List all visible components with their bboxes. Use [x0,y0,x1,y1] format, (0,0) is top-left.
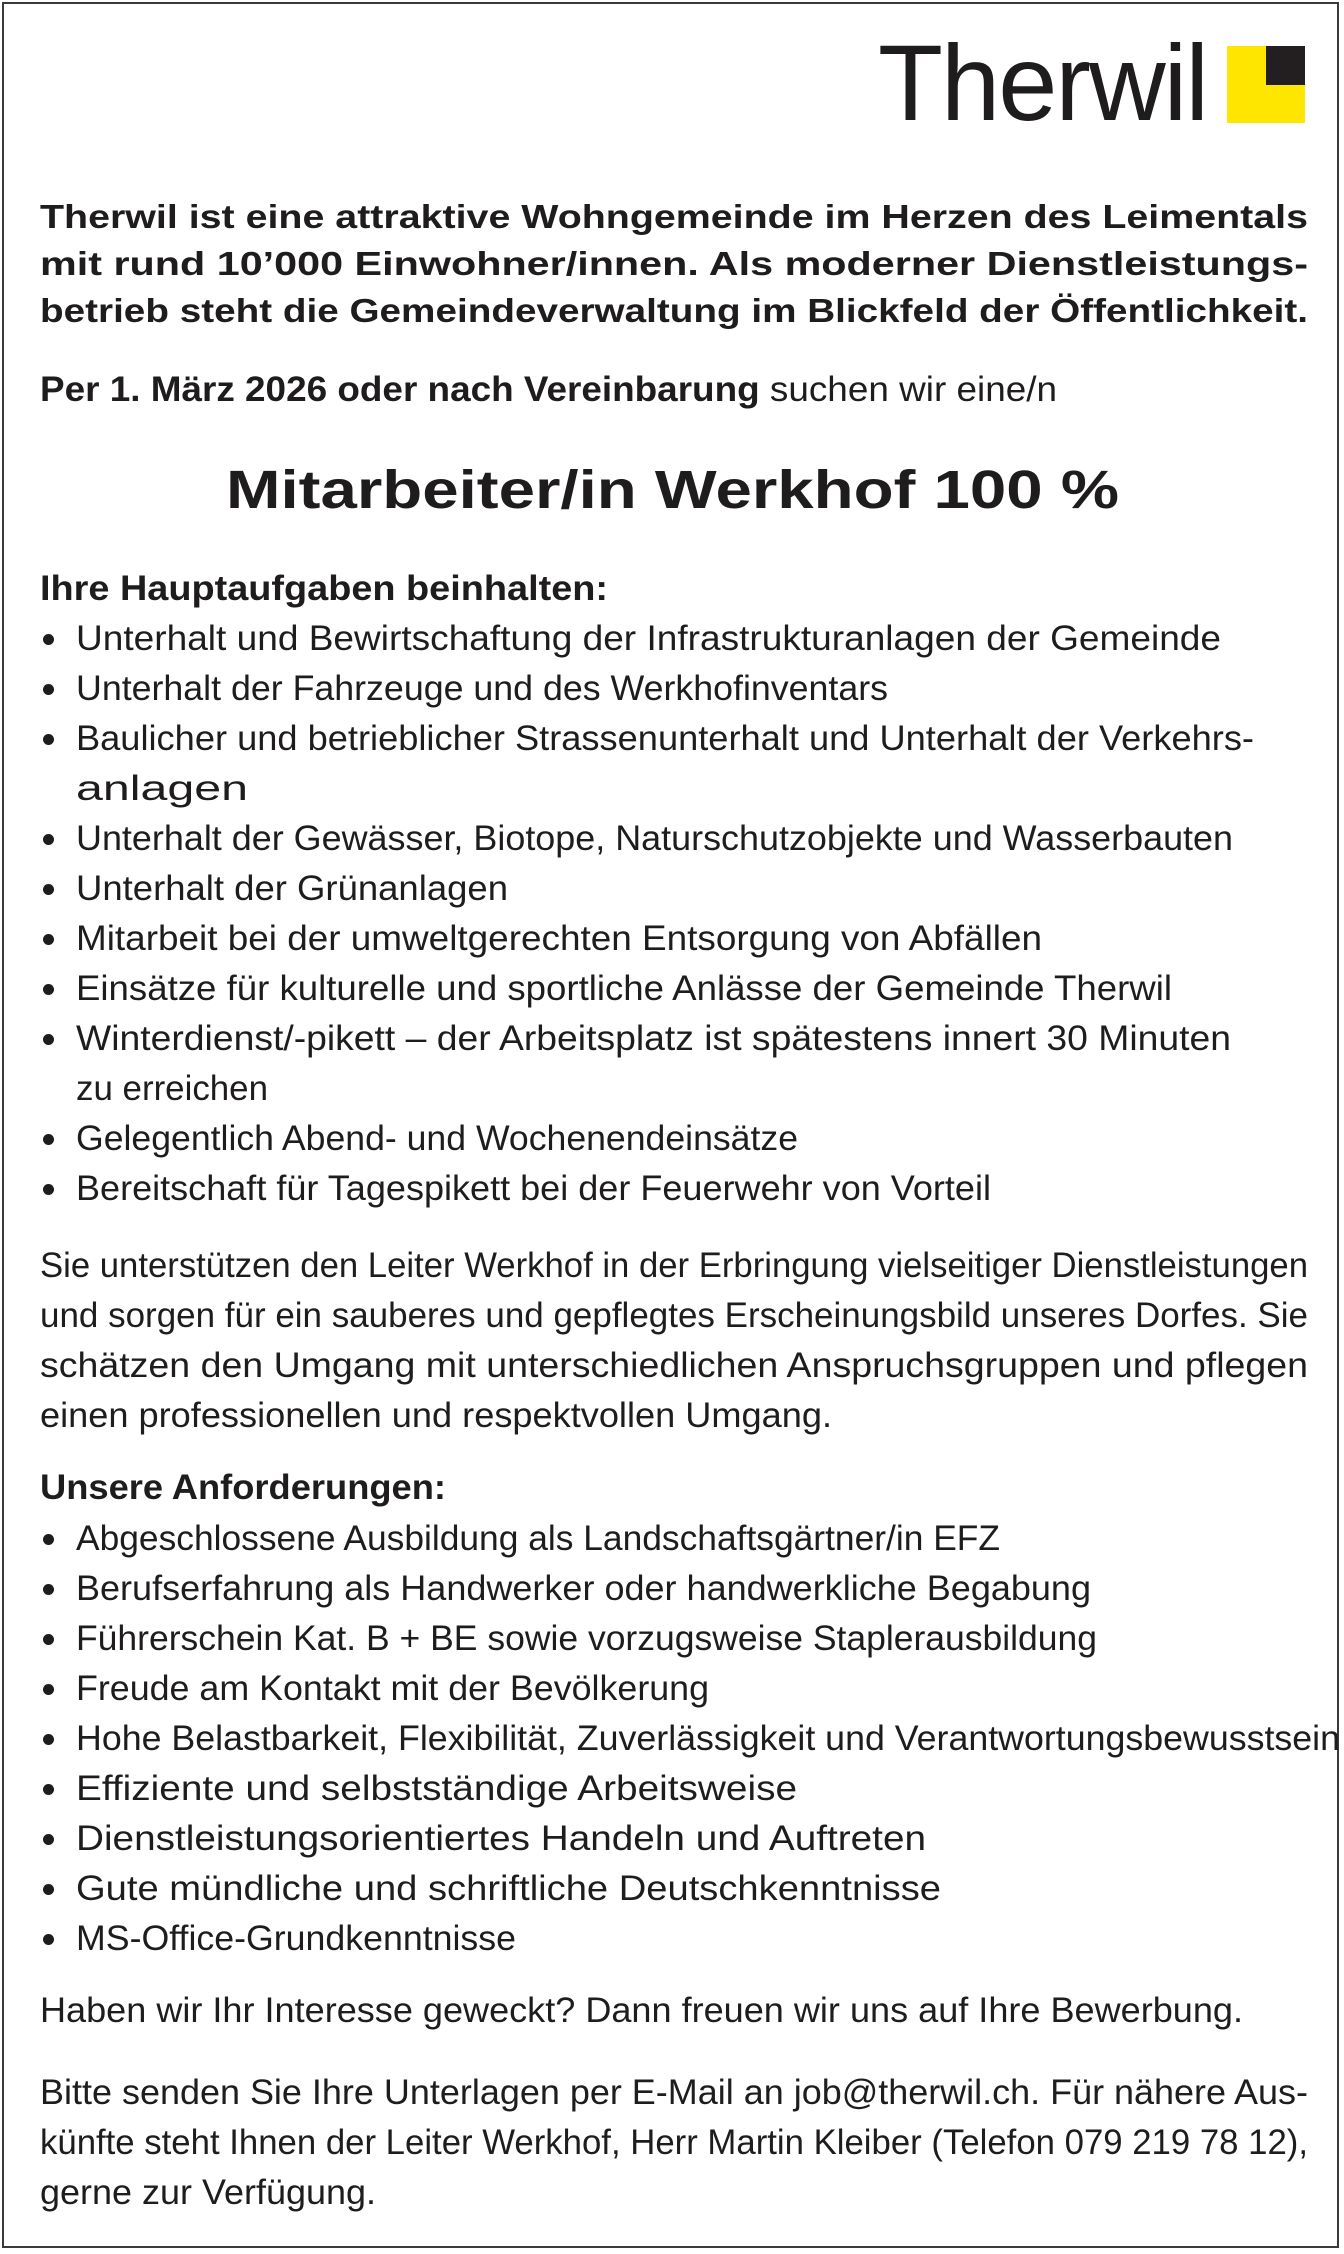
interest-line: Haben wir Ihr Interesse geweckt? Dann freuen wir uns auf Ihre Bewerbung. [40,1991,1243,2030]
bullet-icon [43,1884,54,1895]
list-item: anlagen [76,769,248,808]
requirements-heading: Unsere Anforderungen: [40,1468,446,1507]
bullet-icon [43,684,54,695]
list-item: Unterhalt der Gewässer, Biotope, Naturschutzobjekte und Wasserbauten [76,819,1233,858]
intro-line: mit rund 10’000 Einwohner/innen. Als moderner Dienstleistungs- [40,245,1308,282]
support-line: Sie unterstützen den Leiter Werkhof in der Erbringung vielseitiger Dienstleistungen [40,1246,1308,1285]
support-line: und sorgen für ein sauberes und gepflegtes Erscheinungsbild unseres Dorfes. Sie [40,1296,1308,1335]
bullet-icon [43,1684,54,1695]
start-date-rest: suchen wir eine/n [759,370,1057,409]
bullet-icon [43,1134,54,1145]
list-item: Unterhalt der Grünanlagen [76,869,509,908]
contact-line: gerne zur Verfügung. [40,2173,376,2212]
list-item: Berufserfahrung als Handwerker oder handwerkliche Begabung [76,1569,1091,1608]
bullet-icon [43,1834,54,1845]
list-item: Winterdienst/-pikett – der Arbeitsplatz ist spätestens innert 30 Minuten [76,1019,1231,1058]
intro-line: Therwil ist eine attraktive Wohngemeinde im Herzen des Leimentals [40,198,1308,235]
bullet-icon [43,1584,54,1595]
list-item: Freude am Kontakt mit der Bevölkerung [76,1669,709,1708]
bullet-icon [43,1034,54,1045]
start-date-line [40,372,1057,407]
list-item: zu erreichen [76,1069,268,1108]
bullet-icon [43,934,54,945]
contact-line: künfte steht Ihnen der Leiter Werkhof, Herr Martin Kleiber (Telefon 079 219 78 12), [40,2123,1308,2162]
list-item: Mitarbeit bei der umweltgerechten Entsorgung von Abfällen [76,919,1042,958]
bullet-icon [43,1184,54,1195]
bullet-icon [43,734,54,745]
bullet-icon [43,1934,54,1945]
intro-line: betrieb steht die Gemeindeverwaltung im Blickfeld der Öffentlichkeit. [40,292,1308,329]
start-date-bold: Per 1. März 2026 oder nach Vereinbarung [40,370,760,409]
list-item: Gute mündliche und schriftliche Deutschkenntnisse [76,1869,941,1908]
bullet-icon [43,1784,54,1795]
list-item: Baulicher und betrieblicher Strassenunterhalt und Unterhalt der Verkehrs- [76,719,1255,758]
support-line: einen professionellen und respektvollen Umgang. [40,1396,832,1435]
bullet-icon [43,1734,54,1745]
logo-mark-square [1266,46,1305,85]
support-line: schätzen den Umgang mit unterschiedlichen Anspruchsgruppen und pflegen [40,1346,1308,1385]
list-item: Hohe Belastbarkeit, Flexibilität, Zuverlässigkeit und Verantwortungsbewusstsein [76,1719,1340,1758]
list-item: Unterhalt der Fahrzeuge und des Werkhofinventars [76,669,888,708]
list-item: Dienstleistungsorientiertes Handeln und Auftreten [76,1819,926,1858]
list-item: Gelegentlich Abend- und Wochenendeinsätze [76,1119,798,1158]
bullet-icon [43,1634,54,1645]
bullet-icon [43,984,54,995]
list-item: Unterhalt und Bewirtschaftung der Infrastrukturanlagen der Gemeinde [76,619,1221,658]
bullet-icon [43,1534,54,1545]
list-item: Führerschein Kat. B + BE sowie vorzugsweise Staplerausbildung [76,1619,1097,1658]
job-title: Mitarbeiter/in Werkhof 100 % [226,460,1119,520]
list-item: Einsätze für kulturelle und sportliche Anlässe der Gemeinde Therwil [76,969,1172,1008]
contact-line: Bitte senden Sie Ihre Unterlagen per E-Mail an job@therwil.ch. Für nähere Aus- [40,2073,1308,2112]
tasks-heading: Ihre Hauptaufgaben beinhalten: [40,569,608,608]
bullet-icon [43,834,54,845]
bullet-icon [43,884,54,895]
list-item: Abgeschlossene Ausbildung als Landschaftsgärtner/in EFZ [76,1519,1000,1558]
logo-mark-icon [1227,46,1305,123]
logo-wordmark: Therwil [878,22,1207,143]
bullet-icon [43,634,54,645]
list-item: Effiziente und selbstständige Arbeitsweise [76,1769,797,1808]
list-item: Bereitschaft für Tagespikett bei der Feuerwehr von Vorteil [76,1169,992,1208]
list-item: MS-Office-Grundkenntnisse [76,1919,516,1958]
